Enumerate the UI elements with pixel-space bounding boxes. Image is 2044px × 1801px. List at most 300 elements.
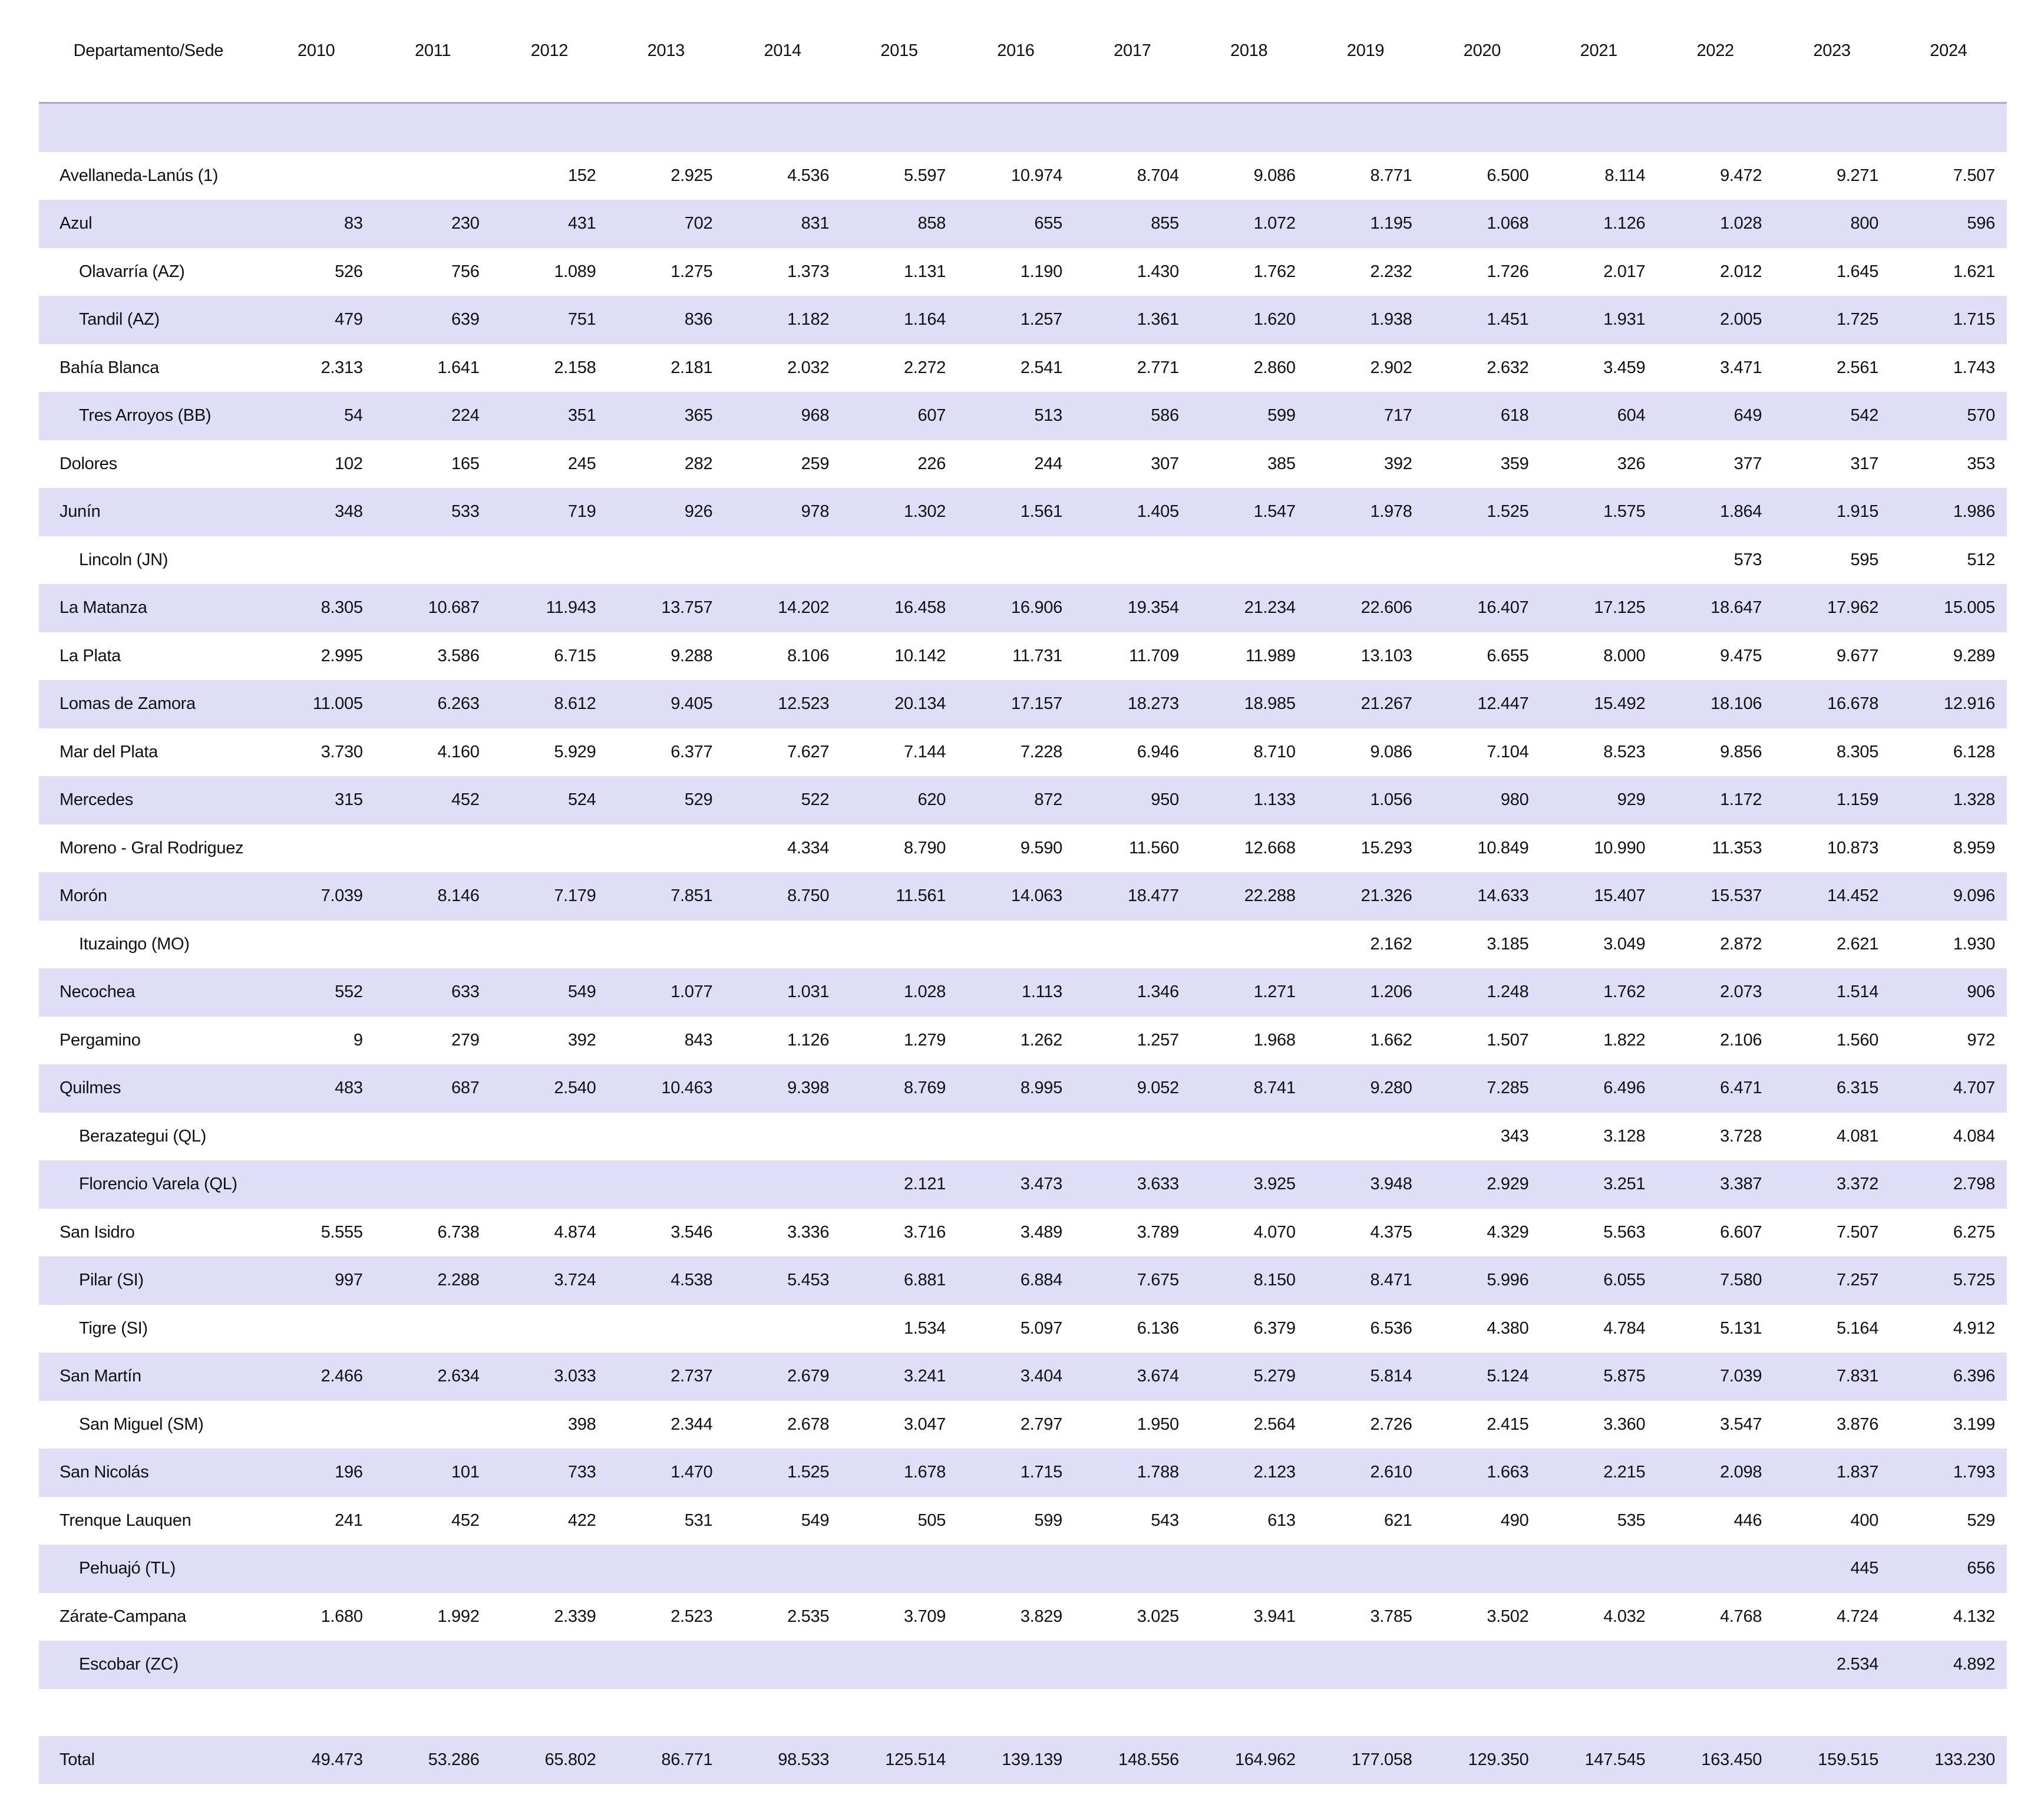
table-cell: 11.353 — [1712, 838, 1762, 857]
table-cell: 7.228 — [1020, 742, 1062, 761]
table-row — [39, 536, 2007, 585]
table-cell: 2.534 — [1836, 1655, 1879, 1674]
table-cell: 3.489 — [1020, 1222, 1062, 1242]
header-year: 2024 — [1930, 41, 1967, 60]
table-cell: 2.634 — [437, 1367, 480, 1386]
table-cell: 4.912 — [1953, 1318, 1995, 1338]
table-cell: 11.561 — [896, 886, 946, 906]
table-cell: 6.471 — [1720, 1078, 1762, 1098]
table-cell: 9.405 — [671, 694, 713, 714]
table-cell: 613 — [1267, 1510, 1296, 1530]
table-cell: 2.466 — [321, 1367, 363, 1386]
table-cell: 244 — [1034, 454, 1062, 473]
table-cell: 1.257 — [1020, 310, 1062, 329]
total-cell: 49.473 — [311, 1750, 363, 1769]
table-cell: 2.162 — [1370, 934, 1412, 954]
table-cell: 16.407 — [1477, 598, 1529, 618]
table-cell: 1.915 — [1836, 502, 1879, 522]
table-cell: 1.405 — [1137, 502, 1179, 522]
table-cell: 4.538 — [671, 1271, 713, 1290]
table-cell: 1.507 — [1487, 1030, 1529, 1050]
table-cell: 906 — [1967, 982, 1995, 1002]
table-cell: 1.430 — [1137, 262, 1179, 281]
row-label: Necochea — [60, 982, 136, 1002]
table-cell: 607 — [917, 406, 946, 425]
table-cell: 3.471 — [1720, 358, 1762, 377]
table-cell: 2.181 — [671, 358, 713, 377]
table-cell: 351 — [567, 406, 596, 425]
table-cell: 649 — [1733, 406, 1762, 425]
table-cell: 1.172 — [1720, 790, 1762, 810]
header-departamento: Departamento/Sede — [73, 41, 224, 60]
table-cell: 8.750 — [787, 886, 830, 906]
table-cell: 655 — [1034, 214, 1062, 233]
table-cell: 2.215 — [1603, 1463, 1646, 1482]
table-cell: 549 — [801, 1510, 830, 1530]
total-cell: 125.514 — [885, 1750, 946, 1769]
row-label: Berazategui (QL) — [79, 1126, 207, 1146]
table-cell: 3.185 — [1487, 934, 1529, 954]
row-label: Pehuajó (TL) — [79, 1559, 176, 1578]
table-cell: 4.084 — [1953, 1126, 1995, 1146]
table-cell: 3.785 — [1370, 1607, 1412, 1626]
table-cell: 8.959 — [1953, 838, 1995, 857]
row-label: Pergamino — [60, 1030, 141, 1050]
header-year: 2015 — [880, 41, 918, 60]
table-cell: 10.873 — [1827, 838, 1879, 857]
table-cell: 9.096 — [1953, 886, 1995, 906]
table-cell: 533 — [451, 502, 480, 522]
table-cell: 9 — [353, 1030, 363, 1050]
table-cell: 17.962 — [1827, 598, 1879, 618]
table-cell: 224 — [451, 406, 480, 425]
table-cell: 639 — [451, 310, 480, 329]
table-cell: 3.199 — [1953, 1414, 1995, 1434]
table-cell: 1.968 — [1253, 1030, 1296, 1050]
row-label: Trenque Lauquen — [60, 1510, 191, 1530]
row-label: Pilar (SI) — [79, 1271, 144, 1290]
table-cell: 490 — [1500, 1510, 1529, 1530]
table-cell: 2.995 — [321, 646, 363, 665]
row-label: La Plata — [60, 646, 121, 665]
table-cell: 483 — [335, 1078, 363, 1098]
table-cell: 8.769 — [903, 1078, 946, 1098]
table-cell: 599 — [1267, 406, 1296, 425]
table-row — [39, 680, 2007, 728]
table-cell: 2.313 — [321, 358, 363, 377]
table-cell: 19.354 — [1127, 598, 1179, 618]
table-cell: 8.741 — [1253, 1078, 1296, 1098]
header-year: 2016 — [997, 41, 1035, 60]
table-cell: 8.771 — [1370, 166, 1412, 185]
spacer — [39, 1689, 2007, 1736]
table-cell: 1.072 — [1253, 214, 1296, 233]
table-cell: 1.837 — [1836, 1463, 1879, 1482]
total-cell: 147.545 — [1584, 1750, 1646, 1769]
table-cell: 3.829 — [1020, 1607, 1062, 1626]
table-cell: 1.762 — [1603, 982, 1646, 1002]
table-cell: 3.547 — [1720, 1414, 1762, 1434]
table-cell: 6.275 — [1953, 1222, 1995, 1242]
table-cell: 2.610 — [1370, 1463, 1412, 1482]
header-year: 2020 — [1463, 41, 1501, 60]
table-cell: 3.033 — [554, 1367, 596, 1386]
table-cell: 5.131 — [1720, 1318, 1762, 1338]
table-row — [39, 1449, 2007, 1497]
table-cell: 1.190 — [1020, 262, 1062, 281]
table-cell: 1.793 — [1953, 1463, 1995, 1482]
table-cell: 5.164 — [1836, 1318, 1879, 1338]
table-cell: 446 — [1733, 1510, 1762, 1530]
table-cell: 1.262 — [1020, 1030, 1062, 1050]
table-cell: 230 — [451, 214, 480, 233]
total-cell: 163.450 — [1701, 1750, 1762, 1769]
table-cell: 14.063 — [1011, 886, 1062, 906]
header-year: 2014 — [764, 41, 801, 60]
table-cell: 1.257 — [1137, 1030, 1179, 1050]
table-cell: 950 — [1151, 790, 1179, 810]
table-cell: 1.206 — [1370, 982, 1412, 1002]
table-cell: 6.496 — [1603, 1078, 1646, 1098]
table-cell: 604 — [1617, 406, 1646, 425]
table-cell: 6.315 — [1836, 1078, 1879, 1098]
table-cell: 2.540 — [554, 1078, 596, 1098]
table-cell: 21.267 — [1361, 694, 1412, 714]
table-row — [39, 824, 2007, 873]
table-cell: 365 — [684, 406, 713, 425]
table-cell: 1.743 — [1953, 358, 1995, 377]
table-cell: 529 — [1967, 1510, 1995, 1530]
table-cell: 2.798 — [1953, 1175, 1995, 1194]
header-year: 2019 — [1346, 41, 1385, 60]
table-row — [39, 152, 2007, 200]
table-cell: 1.663 — [1487, 1463, 1529, 1482]
table-cell: 9.590 — [1020, 838, 1062, 857]
table-cell: 719 — [567, 502, 596, 522]
table-cell: 6.263 — [437, 694, 480, 714]
header-year: 2010 — [298, 41, 335, 60]
table-row — [39, 632, 2007, 681]
table-cell: 836 — [684, 310, 713, 329]
table-cell: 18.985 — [1244, 694, 1296, 714]
table-cell: 1.726 — [1487, 262, 1529, 281]
table-cell: 11.731 — [1012, 646, 1062, 665]
table-cell: 18.273 — [1127, 694, 1179, 714]
row-label: Olavarría (AZ) — [79, 262, 185, 281]
total-cell: 148.556 — [1118, 1750, 1179, 1769]
table-cell: 3.372 — [1836, 1175, 1879, 1194]
table-cell: 2.272 — [903, 358, 946, 377]
table-cell: 1.133 — [1253, 790, 1296, 810]
table-cell: 618 — [1500, 406, 1529, 425]
row-label: San Martín — [60, 1367, 141, 1386]
table-cell: 8.305 — [321, 598, 363, 618]
table-body — [39, 152, 2007, 1689]
table-cell: 3.251 — [1603, 1175, 1646, 1194]
table-cell: 978 — [801, 502, 830, 522]
table-cell: 8.471 — [1370, 1271, 1412, 1290]
table-cell: 1.077 — [671, 982, 713, 1002]
table-cell: 1.978 — [1370, 502, 1412, 522]
table-cell: 15.537 — [1711, 886, 1762, 906]
table-cell: 1.641 — [437, 358, 480, 377]
table-cell: 9.289 — [1953, 646, 1995, 665]
table-cell: 10.974 — [1011, 166, 1062, 185]
row-label: La Matanza — [60, 598, 147, 618]
table-cell: 2.860 — [1253, 358, 1296, 377]
table-cell: 656 — [1967, 1559, 1995, 1578]
table-cell: 20.134 — [894, 694, 946, 714]
table-cell: 3.724 — [554, 1271, 596, 1290]
table-cell: 12.668 — [1244, 838, 1296, 857]
table-cell: 3.404 — [1020, 1367, 1062, 1386]
table-cell: 431 — [567, 214, 596, 233]
table-cell: 3.025 — [1137, 1607, 1179, 1626]
table-cell: 531 — [684, 1510, 713, 1530]
table-cell: 702 — [684, 214, 713, 233]
table-cell: 1.560 — [1836, 1030, 1879, 1050]
table-cell: 3.674 — [1137, 1367, 1179, 1386]
table-cell: 2.621 — [1836, 934, 1879, 954]
table-cell: 855 — [1151, 214, 1179, 233]
table-row — [39, 440, 2007, 489]
table-cell: 9.271 — [1836, 166, 1879, 185]
table-cell: 1.346 — [1137, 982, 1179, 1002]
table-cell: 2.158 — [554, 358, 596, 377]
table-cell: 1.864 — [1720, 502, 1762, 522]
table-cell: 831 — [801, 214, 830, 233]
table-cell: 6.884 — [1020, 1271, 1062, 1290]
table-cell: 3.876 — [1836, 1414, 1879, 1434]
table-cell: 4.070 — [1253, 1222, 1296, 1242]
table-cell: 9.475 — [1720, 646, 1762, 665]
table-cell: 1.328 — [1953, 790, 1995, 810]
table-row — [39, 200, 2007, 248]
table-cell: 2.797 — [1020, 1414, 1062, 1434]
table-cell: 1.680 — [321, 1607, 363, 1626]
table-cell: 5.563 — [1603, 1222, 1646, 1242]
row-label: Mercedes — [60, 790, 133, 810]
table-cell: 8.305 — [1836, 742, 1879, 761]
total-cell: 65.802 — [544, 1750, 596, 1769]
table-cell: 3.941 — [1253, 1607, 1296, 1626]
table-cell: 505 — [917, 1510, 946, 1530]
table-cell: 4.768 — [1720, 1607, 1762, 1626]
table-cell: 11.709 — [1129, 646, 1179, 665]
table-cell: 9.086 — [1253, 166, 1296, 185]
table-cell: 9.280 — [1370, 1078, 1412, 1098]
table-cell: 5.097 — [1020, 1318, 1062, 1338]
table-cell: 1.525 — [787, 1463, 830, 1482]
table-cell: 1.470 — [671, 1463, 713, 1482]
table-cell: 353 — [1967, 454, 1995, 473]
table-cell: 5.725 — [1953, 1271, 1995, 1290]
table-cell: 6.738 — [437, 1222, 480, 1242]
table-row — [39, 1209, 2007, 1257]
table-cell: 348 — [335, 502, 363, 522]
table-cell: 9.086 — [1370, 742, 1412, 761]
table-cell: 152 — [567, 166, 596, 185]
table-cell: 2.726 — [1370, 1414, 1412, 1434]
table-cell: 542 — [1850, 406, 1879, 425]
table-cell: 1.762 — [1253, 262, 1296, 281]
table-row — [39, 1641, 2007, 1689]
table-cell: 2.564 — [1253, 1414, 1296, 1434]
table-cell: 4.329 — [1487, 1222, 1529, 1242]
table-cell: 7.179 — [554, 886, 596, 906]
table-cell: 756 — [451, 262, 480, 281]
table-cell: 2.032 — [787, 358, 830, 377]
table-cell: 2.232 — [1370, 262, 1412, 281]
table-cell: 101 — [451, 1463, 480, 1482]
table-cell: 1.159 — [1836, 790, 1879, 810]
table-cell: 543 — [1151, 1510, 1179, 1530]
table-row — [39, 1160, 2007, 1209]
row-label: Quilmes — [60, 1078, 121, 1098]
table-cell: 1.621 — [1953, 262, 1995, 281]
table-cell: 997 — [335, 1271, 363, 1290]
table-cell: 2.902 — [1370, 358, 1412, 377]
table-cell: 4.380 — [1487, 1318, 1529, 1338]
table-cell: 2.288 — [437, 1271, 480, 1290]
table-cell: 1.678 — [903, 1463, 946, 1482]
row-label: Tigre (SI) — [79, 1318, 148, 1338]
table-cell: 621 — [1384, 1510, 1412, 1530]
table-cell: 8.995 — [1020, 1078, 1062, 1098]
table-cell: 2.737 — [671, 1367, 713, 1386]
table-cell: 7.675 — [1137, 1271, 1179, 1290]
table-cell: 16.678 — [1827, 694, 1879, 714]
table-cell: 549 — [567, 982, 596, 1002]
table-cell: 9.472 — [1720, 166, 1762, 185]
table-cell: 1.822 — [1603, 1030, 1646, 1050]
table-cell: 570 — [1967, 406, 1995, 425]
table-cell: 1.561 — [1020, 502, 1062, 522]
row-label: San Isidro — [60, 1222, 135, 1242]
table-cell: 526 — [335, 262, 363, 281]
table-cell: 11.005 — [312, 694, 363, 714]
table-cell: 17.125 — [1594, 598, 1646, 618]
table-cell: 10.142 — [894, 646, 946, 665]
table-cell: 586 — [1151, 406, 1179, 425]
table-row — [39, 344, 2007, 392]
table-cell: 245 — [567, 454, 596, 473]
table-cell: 1.986 — [1953, 502, 1995, 522]
row-label: Ituzaingo (MO) — [79, 934, 190, 954]
total-cell: 133.230 — [1934, 1750, 1995, 1769]
table-cell: 1.131 — [903, 262, 946, 281]
total-row — [39, 1736, 2007, 1784]
table-row — [39, 921, 2007, 969]
table-cell: 226 — [917, 454, 946, 473]
table-cell: 1.938 — [1370, 310, 1412, 329]
row-label: Morón — [60, 886, 107, 906]
table-cell: 392 — [1384, 454, 1412, 473]
table-cell: 858 — [917, 214, 946, 233]
table-cell: 5.597 — [903, 166, 946, 185]
table-cell: 1.788 — [1137, 1463, 1179, 1482]
table-cell: 4.081 — [1836, 1126, 1879, 1146]
table-cell: 1.547 — [1253, 502, 1296, 522]
table-cell: 1.930 — [1953, 934, 1995, 954]
table-cell: 1.931 — [1603, 310, 1646, 329]
header-year: 2023 — [1813, 41, 1851, 60]
table-cell: 1.525 — [1487, 502, 1529, 522]
row-label: Azul — [60, 214, 93, 233]
table-cell: 3.586 — [437, 646, 480, 665]
table-cell: 8.114 — [1604, 166, 1646, 185]
table-cell: 21.326 — [1361, 886, 1412, 906]
total-cell: 98.533 — [778, 1750, 830, 1769]
row-label: San Miguel (SM) — [79, 1414, 204, 1434]
table-cell: 3.948 — [1370, 1175, 1412, 1194]
row-label: Zárate-Campana — [60, 1607, 187, 1626]
table-cell: 3.128 — [1603, 1126, 1646, 1146]
total-cell: 53.286 — [428, 1750, 480, 1769]
table-cell: 4.334 — [787, 838, 830, 857]
table-cell: 13.103 — [1361, 646, 1412, 665]
table-row — [39, 1256, 2007, 1305]
table-cell: 1.361 — [1137, 310, 1179, 329]
table-cell: 6.715 — [554, 646, 596, 665]
table-cell: 7.831 — [1836, 1367, 1879, 1386]
table-cell: 17.157 — [1011, 694, 1062, 714]
table-cell: 343 — [1500, 1126, 1529, 1146]
table-cell: 3.730 — [321, 742, 363, 761]
header-year: 2022 — [1696, 41, 1734, 60]
table-cell: 5.453 — [787, 1271, 830, 1290]
table-cell: 2.339 — [554, 1607, 596, 1626]
table-cell: 8.704 — [1137, 166, 1179, 185]
table-row — [39, 248, 2007, 296]
table-row — [39, 968, 2007, 1017]
total-cell: 164.962 — [1234, 1750, 1296, 1769]
table-cell: 11.560 — [1129, 838, 1179, 857]
table-cell: 7.285 — [1487, 1078, 1529, 1098]
table-cell: 2.678 — [787, 1414, 830, 1434]
table-cell: 1.302 — [903, 502, 946, 522]
header-year: 2012 — [530, 41, 569, 60]
table-cell: 7.580 — [1720, 1271, 1762, 1290]
table-row — [39, 488, 2007, 536]
table-row — [39, 392, 2007, 440]
table-cell: 1.126 — [787, 1030, 830, 1050]
table-cell: 7.507 — [1836, 1222, 1879, 1242]
table-cell: 2.872 — [1720, 934, 1762, 954]
header-row — [39, 0, 2007, 104]
table-cell: 4.784 — [1603, 1318, 1646, 1338]
table-cell: 4.536 — [787, 166, 830, 185]
header-year: 2018 — [1230, 41, 1268, 60]
table-cell: 552 — [335, 982, 363, 1002]
table-row — [39, 1401, 2007, 1449]
table-cell: 2.541 — [1020, 358, 1062, 377]
table-cell: 843 — [684, 1030, 713, 1050]
table-cell: 22.288 — [1244, 886, 1296, 906]
table-cell: 872 — [1034, 790, 1062, 810]
table-cell: 2.005 — [1720, 310, 1762, 329]
table-cell: 2.012 — [1720, 262, 1762, 281]
table-cell: 2.098 — [1720, 1463, 1762, 1482]
table-cell: 1.950 — [1137, 1414, 1179, 1434]
table-cell: 1.164 — [903, 310, 946, 329]
table-cell: 385 — [1267, 454, 1296, 473]
table-row — [39, 1545, 2007, 1593]
table-row — [39, 1017, 2007, 1065]
table-cell: 3.633 — [1137, 1175, 1179, 1194]
table-cell: 4.032 — [1603, 1607, 1646, 1626]
table-cell: 599 — [1034, 1510, 1062, 1530]
